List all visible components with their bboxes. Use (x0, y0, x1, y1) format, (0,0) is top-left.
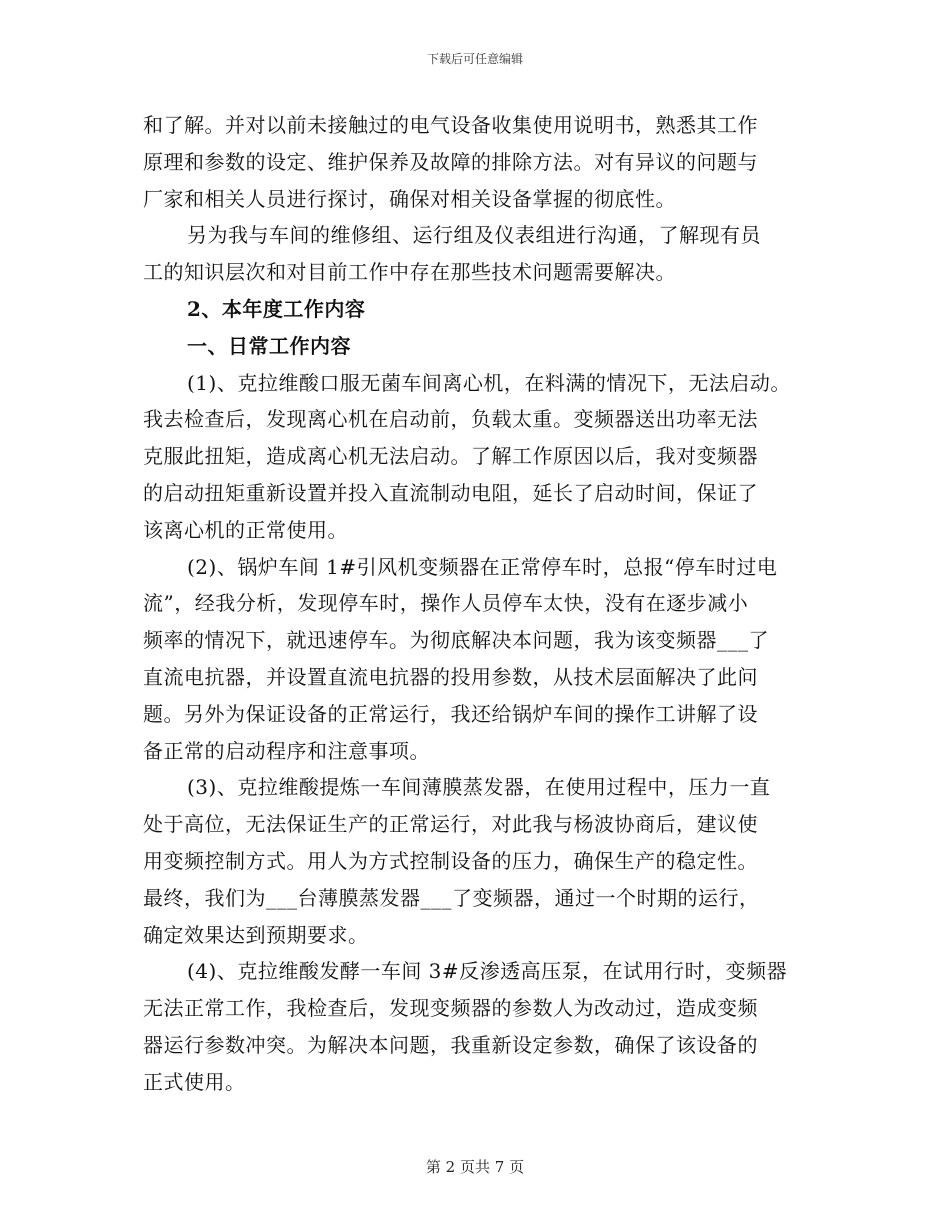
paragraph-line: 用变频控制方式。用人为方式控制设备的压力，确保生产的稳定性。 (143, 848, 758, 873)
paragraph-line: 流”，经我分析，发现停车时，操作人员停车太快，没有在逐步减小 (143, 591, 749, 616)
paragraph-line: 正式使用。 (143, 1069, 246, 1094)
paragraph-line: (1)、克拉维酸口服无菌车间离心机，在料满的情况下，无法启动。 (187, 370, 791, 395)
paragraph-line: 原理和参数的设定、维护保养及故障的排除方法。对有异议的问题与 (143, 149, 758, 174)
paragraph-line: 该离心机的正常使用。 (143, 517, 348, 542)
paragraph-line: 直流电抗器，并设置直流电抗器的投用参数，从技术层面解决了此问 (143, 664, 758, 689)
paragraph-line: 和了解。并对以前未接触过的电气设备收集使用说明书，熟悉其工作 (143, 113, 758, 137)
page-footer: 第 2 页共 7 页 (425, 1158, 525, 1176)
paragraph-line: 另为我与车间的维修组、运行组及仪表组进行沟通，了解现有员 (187, 223, 761, 248)
paragraph-line: 最终，我们为___台薄膜蒸发器___了变频器，通过一个时期的运行， (143, 885, 760, 910)
paragraph-line: 我去检查后，发现离心机在启动前，负载太重。变频器送出功率无法 (143, 407, 758, 432)
paragraph-line: 器运行参数冲突。为解决本问题，我重新设定参数，确保了该设备的 (143, 1032, 758, 1057)
paragraph-line: (3)、克拉维酸提炼一车间薄膜蒸发器，在使用过程中，压力一直 (187, 775, 771, 800)
paragraph-line: 克服此扭矩，造成离心机无法启动。了解工作原因以后，我对变频器 (143, 444, 758, 469)
paragraph-line: 题。另外为保证设备的正常运行，我还给锅炉车间的操作工讲解了设 (143, 701, 758, 726)
paragraph-line: (2)、锅炉车间 1#引风机变频器在正常停车时，总报“停车时过电 (187, 554, 778, 579)
paragraph-line: 频率的情况下，就迅速停车。为彻底解决本问题，我为该变频器___了 (143, 628, 769, 653)
paragraph-line: 处于高位，无法保证生产的正常运行，对此我与杨波协商后，建议使 (143, 812, 758, 837)
paragraph-line: 的启动扭矩重新设置并投入直流制动电阻，延长了启动时间，保证了 (143, 480, 758, 505)
paragraph-line: 确定效果达到预期要求。 (143, 922, 369, 947)
paragraph-line: (4)、克拉维酸发酵一车间 3#反渗透高压泵，在试用行时，变频器 (187, 959, 788, 984)
paragraph-line: 厂家和相关人员进行探讨，确保对相关设备掌握的彻底性。 (143, 186, 676, 211)
page-header: 下载后可任意编辑 (426, 52, 523, 66)
section-heading: 一、日常工作内容 (187, 333, 351, 358)
paragraph-line: 备正常的启动程序和注意事项。 (143, 738, 430, 763)
paragraph-line: 工的知识层次和对目前工作中存在那些技术问题需要解决。 (143, 260, 676, 285)
document-body (143, 107, 823, 1101)
section-heading: 2、本年度工作内容 (187, 296, 366, 321)
paragraph-line: 无法正常工作，我检查后，发现变频器的参数人为改动过，造成变频 (143, 996, 758, 1021)
